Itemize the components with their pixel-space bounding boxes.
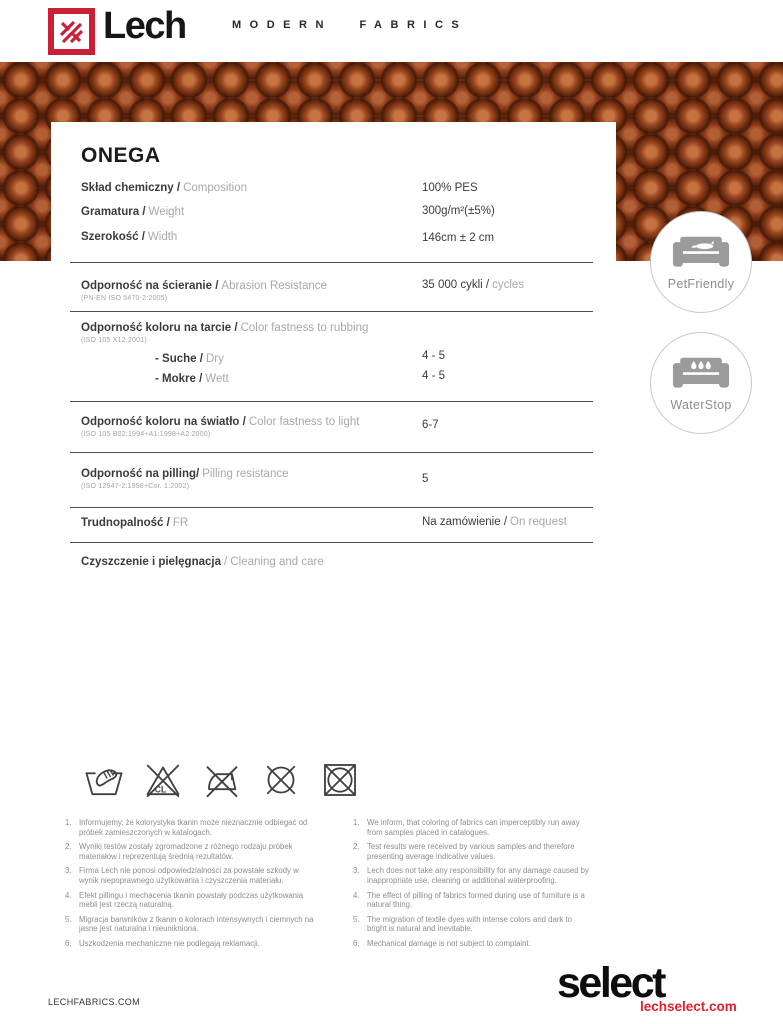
divider — [70, 452, 593, 453]
footnote-number: 3. — [353, 866, 360, 876]
water-sofa-icon — [671, 355, 731, 393]
do-not-dryclean-icon — [261, 760, 301, 800]
footnote-text: Firma Lech nie ponosi odpowiedzialności za powstałe szkody w wynik niepoprawnego użytkowania i czyszczenia materiału. — [79, 866, 299, 885]
footnote-item — [65, 891, 315, 910]
footnote-item — [65, 866, 315, 885]
footnote-number: 5. — [353, 914, 360, 924]
spec-standard-pilling: (ISO 12947-2:1998+Cor. 1:2002) — [81, 483, 190, 490]
badge-waterstop — [650, 332, 752, 434]
spec-card — [51, 122, 616, 592]
divider — [70, 311, 593, 312]
spec-label-abrasion: Odporność na ścieranie / Abrasion Resistance — [81, 280, 327, 292]
footnote-item — [353, 891, 593, 910]
select-logo: select — [557, 959, 664, 1007]
footnote-text: The migration of textile dyes with intense colors and dark to bright is natural and inevitable. — [367, 914, 572, 934]
spec-label-width: Szerokość / Width — [81, 231, 178, 243]
footnote-number: 3. — [65, 866, 72, 876]
footnote-number: 1. — [353, 818, 360, 827]
spec-value-composition: 100% PES — [422, 182, 478, 194]
spec-value-rubbing-wet: 4 - 5 — [422, 370, 446, 382]
spec-value-rubbing-dry: 4 - 5 — [422, 350, 446, 362]
footnote-text: Informujemy, że kolorystyka tkanin może nieznacznie odbiegać od próbek zamieszczonych w katalogach. — [79, 818, 308, 837]
footnote-text: Uszkodzenia mechaniczne nie podlegają reklamacji. — [79, 938, 260, 948]
spec-label-rubbing-wet: - Mokre / Wett — [155, 373, 229, 385]
footnote-item — [353, 915, 593, 934]
footnote-text: We inform, that coloring of fabrics can imperceptibly run away from samples placed in catalogues. — [367, 818, 580, 837]
divider — [70, 507, 593, 508]
spec-label-rubbing-dry: - Suche / Dry — [155, 353, 224, 365]
spec-label-rubbing: Odporność koloru na tarcie / Color fastness to rubbing — [81, 322, 369, 334]
spec-label-light: Odporność koloru na światło / Color fastness to light — [81, 416, 360, 428]
badge-petfriendly — [650, 211, 752, 313]
do-not-bleach-icon — [143, 760, 183, 800]
select-site-link[interactable]: lechselect.com — [640, 999, 737, 1014]
lech-logo-icon — [48, 8, 95, 55]
badge-label: PetFriendly — [667, 277, 735, 291]
brand-wordmark: Lech — [103, 5, 186, 47]
footnote-number: 4. — [353, 890, 360, 900]
divider — [70, 542, 593, 543]
spec-value-width: 146cm ± 2 cm — [422, 232, 495, 244]
footnote-text: Mechanical damage is not subject to complaint. — [367, 938, 531, 948]
divider — [70, 262, 593, 263]
divider — [70, 401, 593, 402]
spec-value-pilling: 5 — [422, 473, 429, 485]
footnotes-pl — [65, 818, 315, 954]
footnote-number: 6. — [65, 938, 72, 948]
spec-label-care: Czyszczenie i pielęgnacja / Cleaning and care — [81, 556, 324, 568]
footnote-item — [353, 842, 593, 861]
footnote-text: Lech does not take any responsibility for any damage caused by inappropriate use, cleaning or additional waterproofing. — [367, 866, 589, 885]
footnote-number: 2. — [65, 842, 72, 852]
spec-label-fr: Trudnopalność / FR — [81, 517, 189, 529]
product-title: ONEGA — [81, 144, 161, 167]
spec-value-weight: 300g/m²(±5%) — [422, 205, 495, 217]
hand-wash-icon — [84, 760, 124, 800]
site-link[interactable]: LECHFABRICS.COM — [48, 997, 141, 1007]
bleach-cl-label: CL — [154, 784, 167, 795]
footnotes-en — [353, 818, 593, 954]
badge-label: WaterStop — [670, 398, 732, 412]
spec-standard-rubbing: (ISO 105 X12:2001) — [81, 337, 147, 344]
pet-sofa-icon — [671, 234, 731, 272]
header — [0, 0, 783, 62]
spec-standard-abrasion: (PN-EN ISO 5470-2:2005) — [81, 295, 168, 302]
spec-label-composition: Skład chemiczny / Composition — [81, 182, 247, 194]
footnote-text: The effect of pilling of fabrics formed during use of furniture is a natural thing. — [367, 890, 585, 910]
footnote-item — [353, 939, 593, 949]
spec-label-pilling: Odporność na pilling/ Pilling resistance — [81, 468, 289, 480]
footnote-item — [65, 915, 315, 934]
footnote-number: 2. — [353, 842, 360, 852]
do-not-tumble-dry-icon — [320, 760, 360, 800]
footnote-number: 5. — [65, 914, 72, 924]
footnote-item — [353, 818, 593, 837]
footnote-item — [65, 939, 315, 949]
footnote-item — [65, 842, 315, 861]
footnote-number: 6. — [353, 938, 360, 948]
footnote-number: 4. — [65, 890, 72, 900]
spec-standard-light: (ISO 105 B02:1994+A1:1998+A2:2000) — [81, 431, 211, 438]
spec-value-fr: Na zamówienie / On request — [422, 516, 567, 528]
brand-tagline: MODERN FABRICS — [232, 19, 468, 31]
footnote-item — [65, 818, 315, 837]
spec-value-light: 6-7 — [422, 419, 439, 431]
care-symbols — [84, 760, 360, 800]
spec-label-weight: Gramatura / Weight — [81, 206, 185, 218]
footnote-text: Efekt pillingu i mechacenia tkanin powstały podczas użytkowania mebli jest rzeczą naturalną. — [79, 890, 304, 910]
footnote-text: Wyniki testów zostały zgromadzone z różnego rodzaju próbek materiałów i reprezentują średnią rezultatów. — [79, 842, 293, 861]
footnote-text: Migracja barwników z tkanin o kolorach intensywnych i ciemnych na jasne jest naturalna i nieunikniona. — [79, 914, 314, 934]
spec-value-abrasion: 35 000 cykli / cycles — [422, 279, 525, 291]
footnote-number: 1. — [65, 818, 72, 827]
do-not-iron-icon — [202, 760, 242, 800]
footnote-text: Test results were received by various samples and therefore presenting average indicative values. — [367, 842, 575, 861]
footnote-item — [353, 866, 593, 885]
